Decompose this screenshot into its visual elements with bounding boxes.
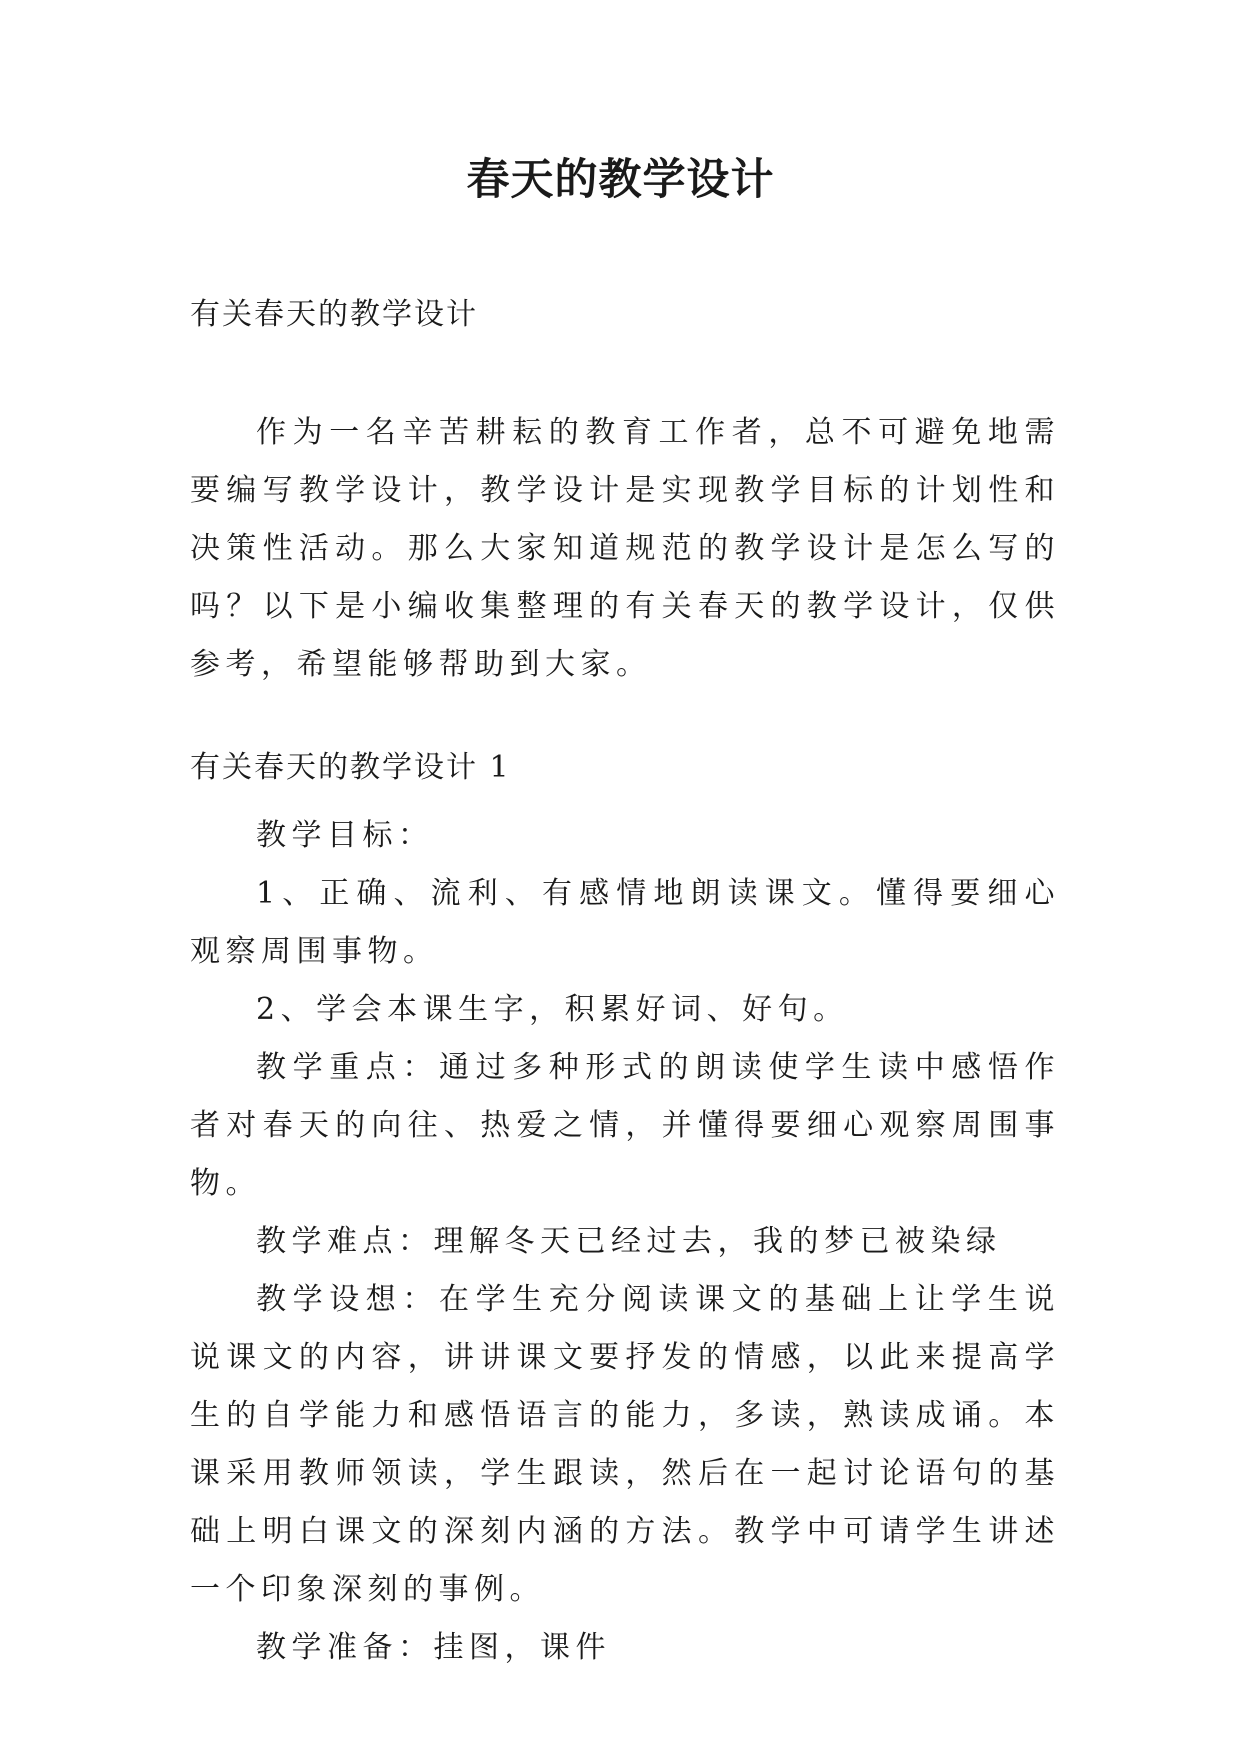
teaching-difficulty: 教学难点：理解冬天已经过去，我的梦已被染绿 xyxy=(256,1224,1002,1259)
document-subtitle: 有关春天的教学设计 xyxy=(190,297,478,332)
teaching-focus: 教学重点：通过多种形式的朗读使学生读中感悟作者对春天的向往、热爱之情，并懂得要细心观察周围事物。 xyxy=(190,1050,1060,1201)
goal-item-2: 2、学会本课生字，积累好词、好句。 xyxy=(256,992,849,1027)
section-heading: 有关春天的教学设计 1 xyxy=(190,750,511,785)
intro-paragraph: 作为一名辛苦耕耘的教育工作者，总不可避免地需要编写教学设计，教学设计是实现教学目标的计划性和决策性活动。那么大家知道规范的教学设计是怎么写的吗？以下是小编收集整理的有关春天的教学设计，仅供参考，希望能够帮助到大家。 xyxy=(190,415,1060,682)
teaching-preparation: 教学准备：挂图，课件 xyxy=(256,1630,611,1665)
teaching-concept: 教学设想：在学生充分阅读课文的基础上让学生说说课文的内容，讲讲课文要抒发的情感，以此来提高学生的自学能力和感悟语言的能力，多读，熟读成诵。本课采用教师领读，学生跟读，然后在一起讨论语句的基础上明白课文的深刻内涵的方法。教学中可请学生讲述一个印象深刻的事例。 xyxy=(190,1282,1060,1607)
teaching-goals-label: 教学目标： xyxy=(256,818,434,853)
section-body xyxy=(190,807,1060,1677)
document-title: 春天的教学设计 xyxy=(466,155,775,205)
goal-item-1: 1、正确、流利、有感情地朗读课文。懂得要细心观察周围事物。 xyxy=(190,876,1060,969)
